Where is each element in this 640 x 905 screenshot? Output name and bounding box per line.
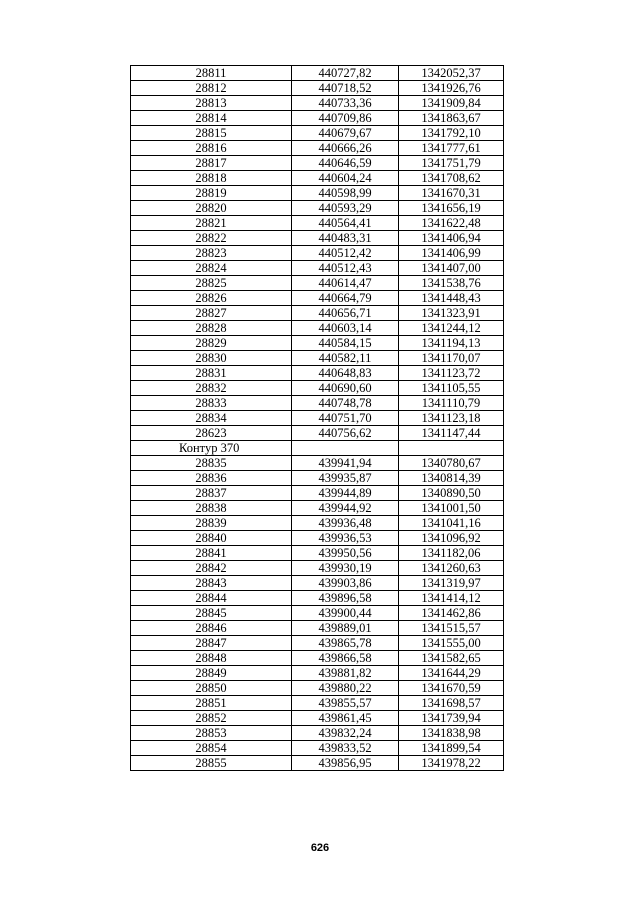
table-row bbox=[131, 666, 504, 681]
table-row bbox=[131, 141, 504, 156]
table-row bbox=[131, 546, 504, 561]
table-row bbox=[131, 171, 504, 186]
x-coordinate-cell: 440603,14 bbox=[292, 321, 399, 336]
y-coordinate-cell: 1341792,10 bbox=[399, 126, 504, 141]
table-row bbox=[131, 156, 504, 171]
x-coordinate-cell: 440751,70 bbox=[292, 411, 399, 426]
y-coordinate-cell: 1341001,50 bbox=[399, 501, 504, 516]
table-row bbox=[131, 516, 504, 531]
x-coordinate-cell: 439855,57 bbox=[292, 696, 399, 711]
table-row bbox=[131, 291, 504, 306]
point-id-cell: 28848 bbox=[131, 651, 292, 666]
point-id-cell: 28844 bbox=[131, 591, 292, 606]
y-coordinate-cell: 1341739,94 bbox=[399, 711, 504, 726]
table-row bbox=[131, 681, 504, 696]
y-coordinate-cell: 1341926,76 bbox=[399, 81, 504, 96]
table-row bbox=[131, 426, 504, 441]
x-coordinate-cell: 439944,92 bbox=[292, 501, 399, 516]
x-coordinate-cell: 439936,53 bbox=[292, 531, 399, 546]
table-row bbox=[131, 96, 504, 111]
x-coordinate-cell: 439941,94 bbox=[292, 456, 399, 471]
y-coordinate-cell: 1340814,39 bbox=[399, 471, 504, 486]
x-coordinate-cell: 440718,52 bbox=[292, 81, 399, 96]
table-row bbox=[131, 486, 504, 501]
point-id-cell: 28812 bbox=[131, 81, 292, 96]
y-coordinate-cell: 1342052,37 bbox=[399, 66, 504, 81]
y-coordinate-cell: 1341194,13 bbox=[399, 336, 504, 351]
x-coordinate-cell: 440648,83 bbox=[292, 366, 399, 381]
y-coordinate-cell: 1341323,91 bbox=[399, 306, 504, 321]
point-id-cell: 28843 bbox=[131, 576, 292, 591]
point-id-cell: 28823 bbox=[131, 246, 292, 261]
y-coordinate-cell: 1341170,07 bbox=[399, 351, 504, 366]
y-coordinate-cell: 1341708,62 bbox=[399, 171, 504, 186]
x-coordinate-cell: 440646,59 bbox=[292, 156, 399, 171]
point-id-cell: 28841 bbox=[131, 546, 292, 561]
y-coordinate-cell: 1341538,76 bbox=[399, 276, 504, 291]
y-coordinate-cell: 1341582,65 bbox=[399, 651, 504, 666]
point-id-cell: 28832 bbox=[131, 381, 292, 396]
y-coordinate-cell: 1341899,54 bbox=[399, 741, 504, 756]
x-coordinate-cell: 439889,01 bbox=[292, 621, 399, 636]
x-coordinate-cell: 440512,42 bbox=[292, 246, 399, 261]
y-coordinate-cell: 1341041,16 bbox=[399, 516, 504, 531]
table-row bbox=[131, 741, 504, 756]
point-id-cell: 28847 bbox=[131, 636, 292, 651]
table-row bbox=[131, 126, 504, 141]
section-header-row bbox=[131, 441, 504, 456]
table-row bbox=[131, 111, 504, 126]
point-id-cell: 28849 bbox=[131, 666, 292, 681]
y-coordinate-cell: 1341751,79 bbox=[399, 156, 504, 171]
point-id-cell: 28834 bbox=[131, 411, 292, 426]
point-id-cell: 28814 bbox=[131, 111, 292, 126]
point-id-cell: 28826 bbox=[131, 291, 292, 306]
y-coordinate-cell: 1341123,72 bbox=[399, 366, 504, 381]
point-id-cell: 28835 bbox=[131, 456, 292, 471]
x-coordinate-cell: 439936,48 bbox=[292, 516, 399, 531]
x-coordinate-cell: 439866,58 bbox=[292, 651, 399, 666]
table-row bbox=[131, 756, 504, 771]
table-row bbox=[131, 456, 504, 471]
x-coordinate-cell: 439832,24 bbox=[292, 726, 399, 741]
x-coordinate-cell: 440733,36 bbox=[292, 96, 399, 111]
y-coordinate-cell: 1341644,29 bbox=[399, 666, 504, 681]
x-coordinate-cell: 440593,29 bbox=[292, 201, 399, 216]
empty-cell bbox=[292, 441, 399, 456]
y-coordinate-cell: 1341555,00 bbox=[399, 636, 504, 651]
y-coordinate-cell: 1341147,44 bbox=[399, 426, 504, 441]
table-row bbox=[131, 366, 504, 381]
x-coordinate-cell: 440604,24 bbox=[292, 171, 399, 186]
y-coordinate-cell: 1341515,57 bbox=[399, 621, 504, 636]
table-row bbox=[131, 66, 504, 81]
y-coordinate-cell: 1341622,48 bbox=[399, 216, 504, 231]
point-id-cell: 28816 bbox=[131, 141, 292, 156]
table-row bbox=[131, 726, 504, 741]
point-id-cell: 28623 bbox=[131, 426, 292, 441]
x-coordinate-cell: 440666,26 bbox=[292, 141, 399, 156]
x-coordinate-cell: 440564,41 bbox=[292, 216, 399, 231]
point-id-cell: 28833 bbox=[131, 396, 292, 411]
y-coordinate-cell: 1341406,94 bbox=[399, 231, 504, 246]
y-coordinate-cell: 1341838,98 bbox=[399, 726, 504, 741]
table-row bbox=[131, 531, 504, 546]
y-coordinate-cell: 1341260,63 bbox=[399, 561, 504, 576]
x-coordinate-cell: 439903,86 bbox=[292, 576, 399, 591]
x-coordinate-cell: 440614,47 bbox=[292, 276, 399, 291]
x-coordinate-cell: 439861,45 bbox=[292, 711, 399, 726]
x-coordinate-cell: 439896,58 bbox=[292, 591, 399, 606]
point-id-cell: 28842 bbox=[131, 561, 292, 576]
coordinates-table bbox=[130, 65, 504, 771]
y-coordinate-cell: 1341670,31 bbox=[399, 186, 504, 201]
x-coordinate-cell: 439930,19 bbox=[292, 561, 399, 576]
y-coordinate-cell: 1341656,19 bbox=[399, 201, 504, 216]
x-coordinate-cell: 440679,67 bbox=[292, 126, 399, 141]
point-id-cell: 28854 bbox=[131, 741, 292, 756]
point-id-cell: 28821 bbox=[131, 216, 292, 231]
x-coordinate-cell: 439865,78 bbox=[292, 636, 399, 651]
table-row bbox=[131, 261, 504, 276]
x-coordinate-cell: 439935,87 bbox=[292, 471, 399, 486]
table-row bbox=[131, 81, 504, 96]
table-row bbox=[131, 216, 504, 231]
empty-cell bbox=[399, 441, 504, 456]
point-id-cell: 28817 bbox=[131, 156, 292, 171]
x-coordinate-cell: 440664,79 bbox=[292, 291, 399, 306]
point-id-cell: 28815 bbox=[131, 126, 292, 141]
x-coordinate-cell: 440483,31 bbox=[292, 231, 399, 246]
table-row bbox=[131, 201, 504, 216]
point-id-cell: 28820 bbox=[131, 201, 292, 216]
y-coordinate-cell: 1341123,18 bbox=[399, 411, 504, 426]
x-coordinate-cell: 440512,43 bbox=[292, 261, 399, 276]
table-row bbox=[131, 696, 504, 711]
y-coordinate-cell: 1341670,59 bbox=[399, 681, 504, 696]
point-id-cell: 28813 bbox=[131, 96, 292, 111]
y-coordinate-cell: 1341407,00 bbox=[399, 261, 504, 276]
point-id-cell: 28839 bbox=[131, 516, 292, 531]
y-coordinate-cell: 1341698,57 bbox=[399, 696, 504, 711]
y-coordinate-cell: 1341909,84 bbox=[399, 96, 504, 111]
point-id-cell: 28822 bbox=[131, 231, 292, 246]
y-coordinate-cell: 1341319,97 bbox=[399, 576, 504, 591]
table-row bbox=[131, 321, 504, 336]
y-coordinate-cell: 1341462,86 bbox=[399, 606, 504, 621]
point-id-cell: 28827 bbox=[131, 306, 292, 321]
y-coordinate-cell: 1341096,92 bbox=[399, 531, 504, 546]
table-row bbox=[131, 351, 504, 366]
x-coordinate-cell: 440598,99 bbox=[292, 186, 399, 201]
x-coordinate-cell: 439856,95 bbox=[292, 756, 399, 771]
table-row bbox=[131, 471, 504, 486]
point-id-cell: 28845 bbox=[131, 606, 292, 621]
table-row bbox=[131, 276, 504, 291]
x-coordinate-cell: 439950,56 bbox=[292, 546, 399, 561]
y-coordinate-cell: 1340890,50 bbox=[399, 486, 504, 501]
table-row bbox=[131, 606, 504, 621]
table-row bbox=[131, 711, 504, 726]
y-coordinate-cell: 1341777,61 bbox=[399, 141, 504, 156]
point-id-cell: 28818 bbox=[131, 171, 292, 186]
table-row bbox=[131, 621, 504, 636]
y-coordinate-cell: 1341110,79 bbox=[399, 396, 504, 411]
table-row bbox=[131, 396, 504, 411]
x-coordinate-cell: 439881,82 bbox=[292, 666, 399, 681]
x-coordinate-cell: 440584,15 bbox=[292, 336, 399, 351]
coordinates-sheet bbox=[130, 65, 503, 771]
point-id-cell: 28824 bbox=[131, 261, 292, 276]
y-coordinate-cell: 1341414,12 bbox=[399, 591, 504, 606]
point-id-cell: 28825 bbox=[131, 276, 292, 291]
y-coordinate-cell: 1341105,55 bbox=[399, 381, 504, 396]
x-coordinate-cell: 440690,60 bbox=[292, 381, 399, 396]
y-coordinate-cell: 1341863,67 bbox=[399, 111, 504, 126]
x-coordinate-cell: 440582,11 bbox=[292, 351, 399, 366]
point-id-cell: 28852 bbox=[131, 711, 292, 726]
y-coordinate-cell: 1341182,06 bbox=[399, 546, 504, 561]
table-row bbox=[131, 636, 504, 651]
table-row bbox=[131, 561, 504, 576]
point-id-cell: 28830 bbox=[131, 351, 292, 366]
x-coordinate-cell: 440656,71 bbox=[292, 306, 399, 321]
point-id-cell: 28828 bbox=[131, 321, 292, 336]
x-coordinate-cell: 440709,86 bbox=[292, 111, 399, 126]
y-coordinate-cell: 1341448,43 bbox=[399, 291, 504, 306]
table-row bbox=[131, 651, 504, 666]
point-id-cell: 28831 bbox=[131, 366, 292, 381]
table-row bbox=[131, 501, 504, 516]
point-id-cell: 28850 bbox=[131, 681, 292, 696]
table-row bbox=[131, 186, 504, 201]
point-id-cell: 28811 bbox=[131, 66, 292, 81]
point-id-cell: 28837 bbox=[131, 486, 292, 501]
y-coordinate-cell: 1341244,12 bbox=[399, 321, 504, 336]
table-row bbox=[131, 591, 504, 606]
point-id-cell: 28851 bbox=[131, 696, 292, 711]
x-coordinate-cell: 439880,22 bbox=[292, 681, 399, 696]
point-id-cell: 28838 bbox=[131, 501, 292, 516]
x-coordinate-cell: 439944,89 bbox=[292, 486, 399, 501]
point-id-cell: 28853 bbox=[131, 726, 292, 741]
table-row bbox=[131, 576, 504, 591]
point-id-cell: 28819 bbox=[131, 186, 292, 201]
y-coordinate-cell: 1341978,22 bbox=[399, 756, 504, 771]
point-id-cell: 28855 bbox=[131, 756, 292, 771]
table-row bbox=[131, 231, 504, 246]
table-row bbox=[131, 306, 504, 321]
table-row bbox=[131, 381, 504, 396]
point-id-cell: 28840 bbox=[131, 531, 292, 546]
x-coordinate-cell: 440756,62 bbox=[292, 426, 399, 441]
x-coordinate-cell: 440748,78 bbox=[292, 396, 399, 411]
point-id-cell: 28829 bbox=[131, 336, 292, 351]
table-row bbox=[131, 246, 504, 261]
x-coordinate-cell: 439900,44 bbox=[292, 606, 399, 621]
section-label: Контур 370 bbox=[131, 441, 292, 456]
point-id-cell: 28836 bbox=[131, 471, 292, 486]
y-coordinate-cell: 1340780,67 bbox=[399, 456, 504, 471]
x-coordinate-cell: 440727,82 bbox=[292, 66, 399, 81]
table-row bbox=[131, 411, 504, 426]
coordinates-table-body bbox=[131, 66, 504, 771]
point-id-cell: 28846 bbox=[131, 621, 292, 636]
page-number: 626 bbox=[310, 842, 330, 854]
table-row bbox=[131, 336, 504, 351]
y-coordinate-cell: 1341406,99 bbox=[399, 246, 504, 261]
x-coordinate-cell: 439833,52 bbox=[292, 741, 399, 756]
